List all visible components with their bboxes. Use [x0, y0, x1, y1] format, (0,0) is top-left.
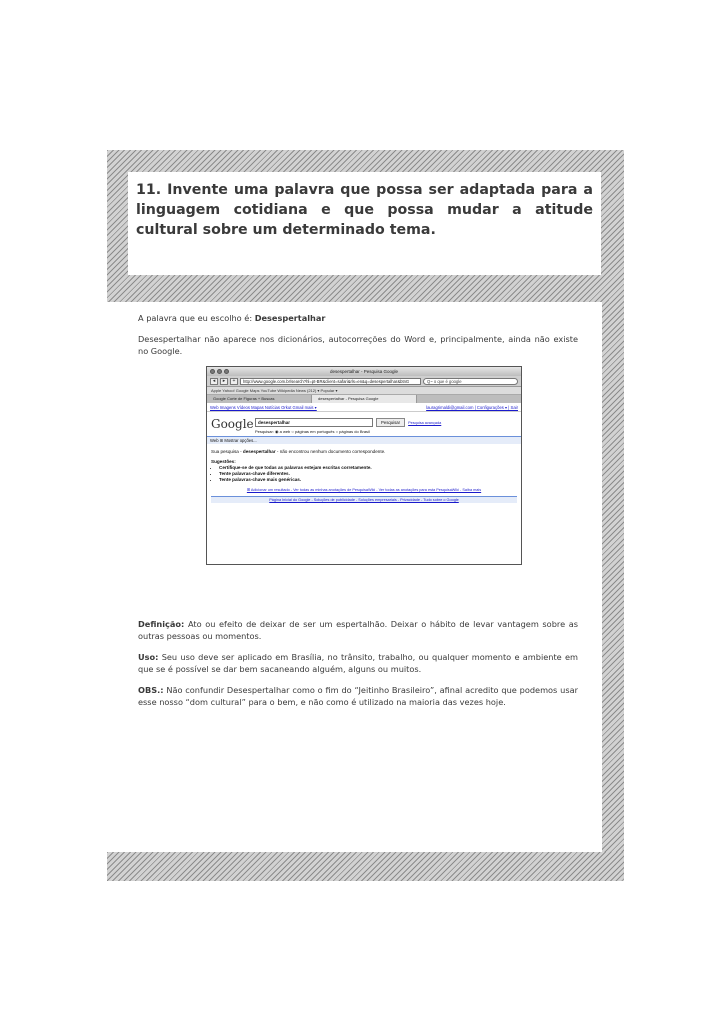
search-scope-options: Pesquisar: ◉ a web ○ páginas em português ○ páginas do Brasil	[255, 429, 370, 434]
no-results-query: desespertalhar	[242, 449, 276, 454]
google-search-button: Pesquisar	[376, 418, 405, 427]
list-item: • Certifique-se de que todas as palavras estejam escritas corretamente.	[219, 465, 517, 471]
obs-label: OBS.:	[138, 685, 164, 695]
google-no-results	[207, 444, 521, 503]
window-controls	[210, 369, 229, 374]
usage-label: Uso:	[138, 652, 159, 662]
google-search-input: desespertalhar	[255, 418, 373, 427]
google-web-bar: Web ⊞ Mostrar opções...	[207, 436, 521, 444]
back-arrow-icon: ◂	[210, 378, 218, 385]
no-results-message	[211, 449, 517, 455]
browser-titlebar	[207, 367, 521, 376]
advanced-search-link: Pesquisa avançada	[408, 420, 442, 425]
hatched-frame-bottom	[107, 852, 624, 881]
bookmarks-bar: Apple Yahoo! Google Maps YouTube Wikipedia News (212) ▾ Popular ▾	[207, 387, 521, 395]
obs-text: Não confundir Desespertalhar como o fim do “Jeitinho Brasileiro”, afinal acredito que podemos usar esse nosso “dom cultural” para o bem, e não como é utilizado na maioria das vezes hoje.	[138, 685, 578, 707]
browser-tabs	[207, 395, 521, 403]
obs-paragraph	[138, 684, 578, 708]
browser-window-title: desespertalhar - Pesquisa Google	[329, 369, 399, 374]
google-top-nav	[207, 403, 521, 412]
browser-screenshot	[206, 366, 522, 565]
definition-content	[138, 618, 578, 717]
chosen-word: Desespertalhar	[254, 313, 326, 323]
list-item: • Tente palavras-chave diferentes.	[219, 471, 517, 477]
pesquisawiki-links: ⊞ Adicionar um resultado - Ver todas as minhas anotações de PesquisaWiki - Ver todas as anotações para esta PesquisaWiki - Saiba mais	[246, 488, 482, 492]
browser-tab-active: desespertalhar - Pesquisa Google	[312, 395, 417, 403]
suggestions-list	[219, 465, 517, 483]
hatched-frame-right	[602, 300, 624, 855]
google-footer-bar: Página Inicial do Google - Soluções de publicidade - Soluções empresariais - Privacidade - Tudo sobre o Google	[211, 496, 517, 503]
list-item: • Tente palavras-chave mais genéricas.	[219, 477, 517, 483]
definition-label: Definição:	[138, 619, 185, 629]
chosen-word-line	[138, 312, 578, 324]
add-bookmark-icon: +	[230, 378, 238, 385]
google-input-line	[255, 418, 441, 427]
google-search-block	[255, 418, 441, 434]
zoom-window-icon	[224, 369, 229, 374]
usage-text: Seu uso deve ser aplicado em Brasília, no trânsito, trabalho, ou qualquer momento e ambiente em que se é possível se dar bem sacaneando alguém, alguns ou muitos.	[138, 652, 578, 674]
answer-content	[138, 312, 578, 366]
google-results-page	[207, 403, 521, 565]
browser-search-field: Q~ o que é google	[423, 378, 518, 385]
no-results-prefix: Sua pesquisa -	[211, 449, 243, 454]
word-note: Desespertalhar não aparece nos dicionários, autocorreções do Word e, principalmente, ainda não existe no Google.	[138, 334, 578, 356]
google-logo: Google	[211, 417, 254, 431]
chosen-word-label: A palavra que eu escolho é:	[138, 313, 255, 323]
address-bar: http://www.google.com.br/search?hl=pt-BR&client=safari&rls=en&q=desespertalhar&btnG	[240, 378, 421, 385]
close-window-icon	[210, 369, 215, 374]
usage-paragraph	[138, 651, 578, 675]
question-title: 11. Invente uma palavra que possa ser adaptada para a linguagem cotidiana e que possa mudar a atitude cultural sobre um determinado tema.	[136, 182, 593, 238]
google-account-links: lauragrimaldi@gmail.com | Configurações ▾ | Sair	[426, 405, 518, 410]
definition-text: Ato ou efeito de deixar de ser um espertalhão. Deixar o hábito de levar vantagem sobre as outras pessoas ou momentos.	[138, 619, 578, 641]
forward-arrow-icon: ▸	[220, 378, 228, 385]
minimize-window-icon	[217, 369, 222, 374]
no-results-suffix: - não encontrou nenhum documento correspondente.	[275, 449, 386, 454]
google-services-links: Web Imagens Vídeos Mapas Notícias Orkut Gmail mais ▾	[210, 405, 317, 410]
suggestions-title: Sugestões:	[211, 459, 236, 464]
question-box	[128, 172, 601, 275]
definition-paragraph	[138, 618, 578, 642]
google-search-row	[207, 412, 521, 436]
browser-toolbar	[207, 376, 521, 387]
browser-tab: Google Corte de Figuras + Buscas	[207, 395, 312, 403]
